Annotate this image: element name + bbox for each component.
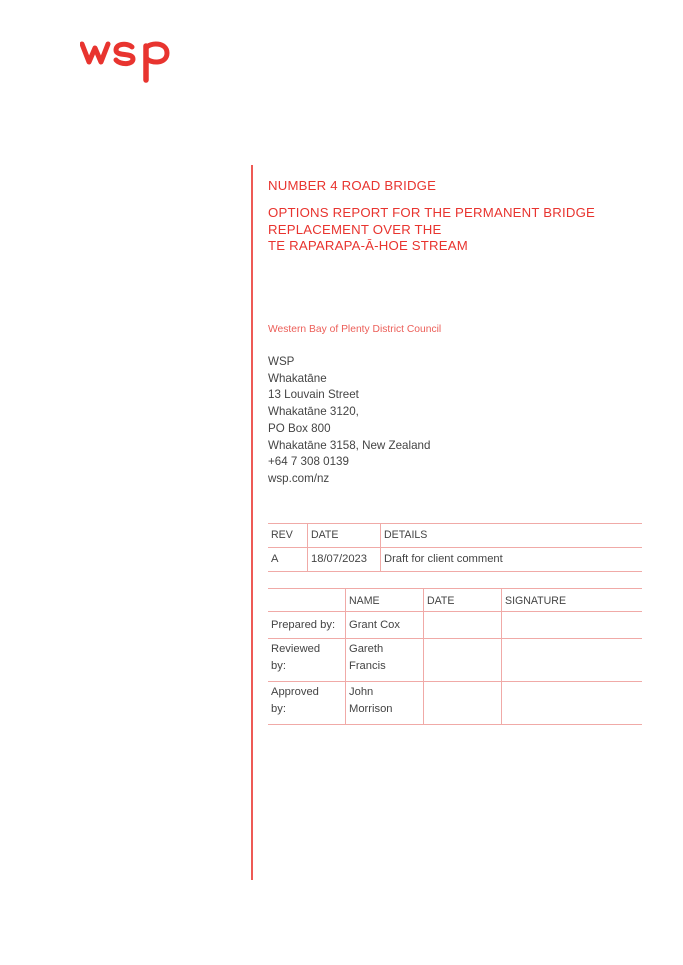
report-title-line: TE RAPARAPA-Ā-HOE STREAM	[268, 238, 468, 253]
table-row	[268, 682, 642, 725]
name-line: Gareth	[349, 643, 384, 655]
role-line: Approved	[271, 686, 319, 698]
address-city: Whakatāne	[268, 371, 327, 385]
date-header: DATE	[424, 589, 502, 612]
role-line: by:	[271, 659, 286, 672]
name-line: Francis	[349, 659, 386, 672]
report-title-line: OPTIONS REPORT FOR THE PERMANENT BRIDGE	[268, 205, 596, 220]
address-phone: +64 7 308 0139	[268, 455, 349, 469]
report-title	[268, 205, 642, 255]
report-title-line: REPLACEMENT OVER THE	[268, 221, 442, 237]
address-website: wsp.com/nz	[268, 471, 330, 485]
name-cell	[346, 639, 424, 682]
signature-cell	[502, 682, 643, 725]
details-header: DETAILS	[381, 524, 643, 548]
role-cell	[268, 682, 346, 725]
signature-header: SIGNATURE	[502, 589, 643, 612]
table-row	[268, 611, 642, 639]
address-po-postcode: Whakatāne 3158, New Zealand	[268, 438, 431, 452]
details-cell: Draft for client comment	[381, 548, 643, 572]
revision-header-row	[268, 524, 642, 548]
table-row	[268, 548, 642, 572]
signature-cell	[502, 611, 643, 639]
signoff-header-row	[268, 589, 642, 612]
date-cell	[424, 682, 502, 725]
name-header: NAME	[346, 589, 424, 612]
project-title: NUMBER 4 ROAD BRIDGE	[268, 178, 437, 193]
wsp-logo	[80, 38, 172, 84]
company-address	[268, 354, 430, 488]
address-po-box: PO Box 800	[268, 421, 331, 435]
name-line: Morrison	[349, 702, 393, 715]
name-cell	[346, 682, 424, 725]
table-row	[268, 639, 642, 682]
role-line: by:	[271, 702, 286, 715]
rev-cell: A	[268, 548, 308, 572]
date-cell: 18/07/2023	[308, 548, 381, 572]
cover-content	[268, 178, 642, 715]
signature-cell	[502, 639, 643, 682]
address-postcode: Whakatāne 3120,	[268, 405, 359, 419]
vertical-accent-line	[251, 165, 253, 880]
date-cell	[424, 611, 502, 639]
signoff-table	[268, 588, 642, 725]
role-line: Reviewed	[271, 643, 321, 655]
rev-header: REV	[268, 524, 308, 548]
revision-table	[268, 523, 642, 572]
role-header	[268, 589, 346, 612]
name-line: John	[349, 686, 374, 698]
name-cell: Grant Cox	[346, 611, 424, 639]
date-cell	[424, 639, 502, 682]
role-cell: Prepared by:	[268, 611, 346, 639]
address-company: WSP	[268, 355, 295, 368]
date-header: DATE	[308, 524, 381, 548]
client-name: Western Bay of Plenty District Council	[268, 324, 442, 335]
role-cell	[268, 639, 346, 682]
address-street: 13 Louvain Street	[268, 388, 359, 402]
